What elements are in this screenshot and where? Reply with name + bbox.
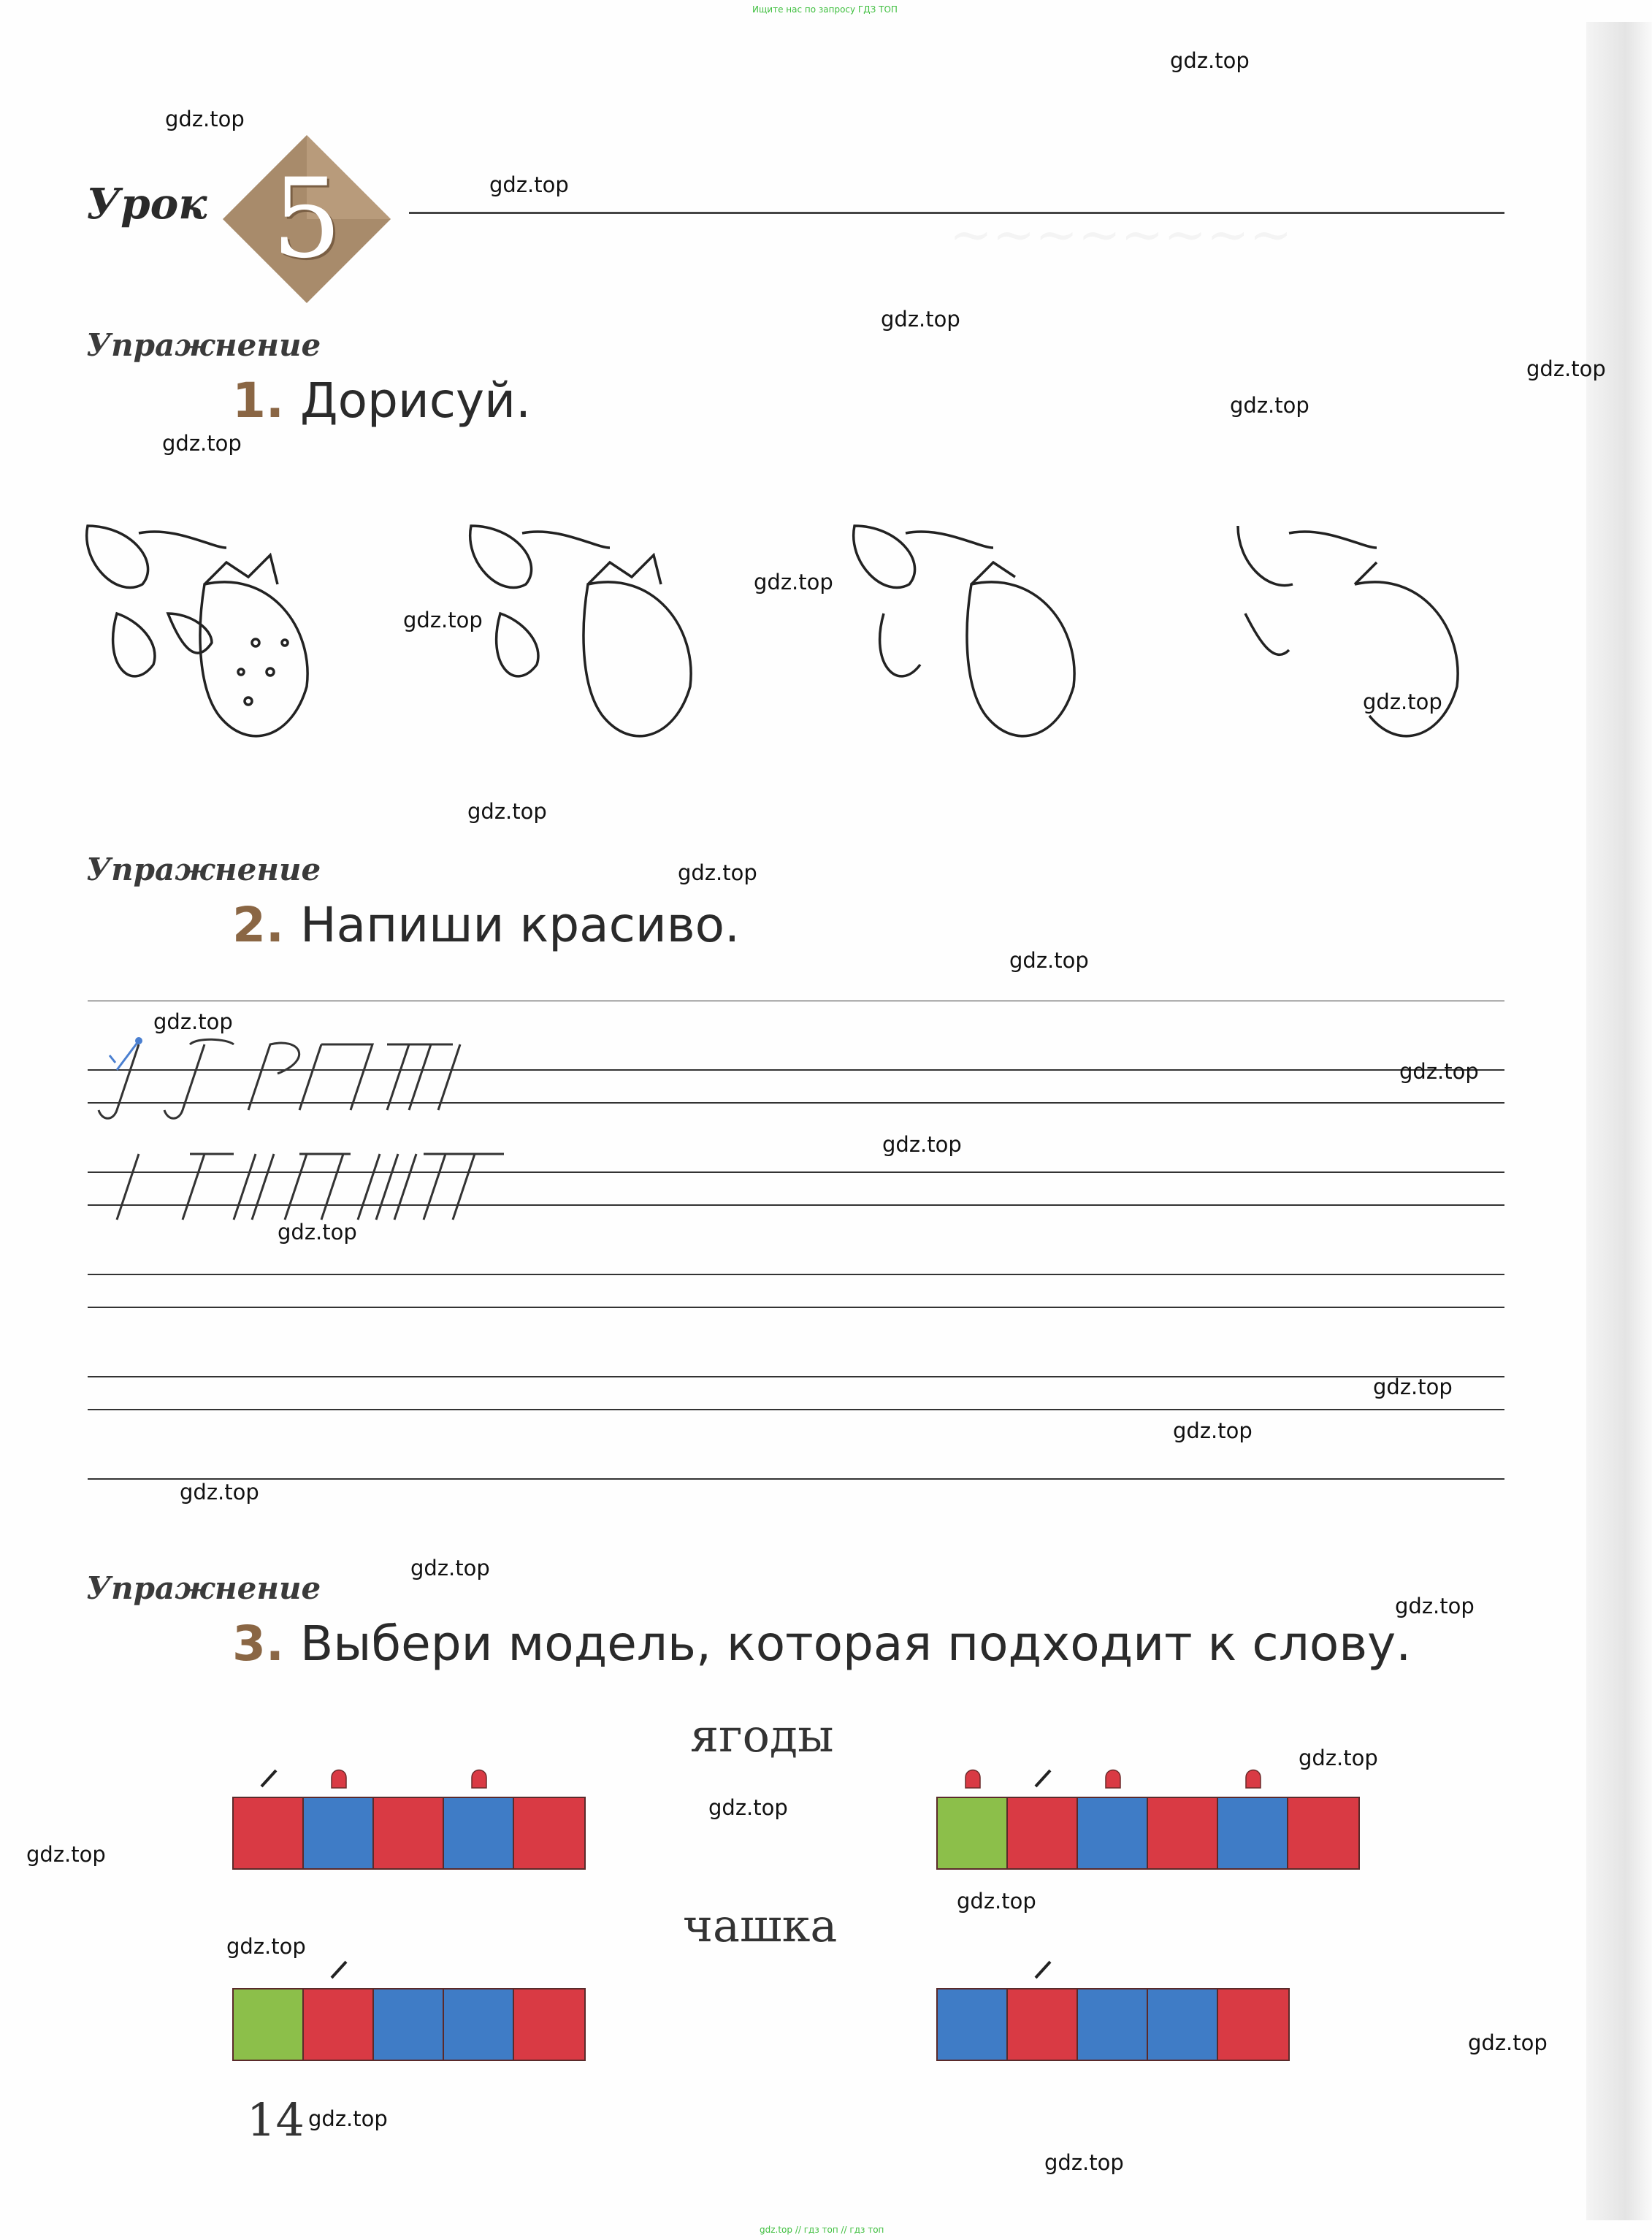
sound-cell-blue (374, 1989, 444, 2060)
watermark: gdz.top (754, 570, 833, 595)
stress-mark (1028, 1956, 1058, 1981)
strawberry-drawings (73, 497, 1534, 760)
sound-cell-blue (1078, 1989, 1148, 2060)
watermark: gdz.top (1399, 1059, 1479, 1084)
lesson-label: Урок (86, 179, 207, 229)
sound-model[interactable] (936, 1797, 1360, 1870)
page-number: 14 (247, 2093, 305, 2147)
strawberry-1 (87, 526, 307, 736)
hardness-mark (1239, 1765, 1268, 1789)
watermark: gdz.top (708, 1795, 788, 1820)
watermark: gdz.top (1230, 393, 1309, 418)
sound-cell-red (374, 1798, 444, 1868)
watermark: gdz.top (1526, 356, 1606, 381)
sound-cell-blue (304, 1798, 374, 1868)
top-note: Ищите нас по запросу ГДЗ ТОП (752, 4, 898, 15)
watermark: gdz.top (678, 860, 757, 885)
header-rule (409, 212, 1504, 214)
sound-cell-green (234, 1989, 304, 2060)
sound-cell-blue (1218, 1798, 1288, 1868)
hardness-mark (324, 1765, 353, 1789)
watermark: gdz.top (153, 1009, 233, 1034)
hardness-mark (464, 1765, 494, 1789)
watermark: gdz.top (489, 172, 569, 197)
sound-cell-green (938, 1798, 1008, 1868)
sound-cell-red (1008, 1989, 1078, 2060)
sound-model[interactable] (232, 1988, 586, 2061)
exercise-3-text: Выбери модель, которая подходит к слову. (300, 1616, 1412, 1672)
cursive-letter-samples (80, 1030, 533, 1234)
watermark: gdz.top (1373, 1375, 1453, 1399)
watermark: gdz.top (180, 1480, 259, 1505)
watermark: gdz.top (467, 799, 547, 824)
sound-cell-red (1008, 1798, 1078, 1868)
sound-cell-blue (1078, 1798, 1148, 1868)
bottom-note: gdz.top // гдз топ // гдз топ (760, 2225, 884, 2235)
exercise-2-label: Упражнение (86, 852, 321, 887)
exercise-3-title (232, 1616, 1411, 1672)
strawberry-3 (854, 526, 1074, 736)
watermark: gdz.top (1299, 1746, 1378, 1770)
watermark: gdz.top (1173, 1418, 1253, 1443)
sound-cell-red (1148, 1798, 1218, 1868)
hardness-mark (958, 1765, 987, 1789)
watermark: gdz.top (226, 1934, 306, 1959)
exercise-1-text: Дорисуй. (300, 372, 531, 429)
sound-cell-red (234, 1798, 304, 1868)
watermark: gdz.top (26, 1842, 106, 1867)
watermark: gdz.top (1044, 2150, 1124, 2175)
watermark: gdz.top (1363, 689, 1442, 714)
stress-mark (324, 1956, 353, 1981)
strawberry-2 (470, 526, 691, 736)
watermark: gdz.top (278, 1220, 357, 1245)
sound-cell-red (1218, 1989, 1288, 2060)
sound-cell-red (1288, 1798, 1358, 1868)
exercise-3-label: Упражнение (86, 1570, 321, 1606)
watermark: gdz.top (881, 307, 960, 332)
hardness-mark (1098, 1765, 1128, 1789)
watermark: gdz.top (308, 2106, 388, 2131)
exercise-2-number: 2. (232, 897, 284, 953)
sound-cell-blue (938, 1989, 1008, 2060)
exercise-1-title (232, 372, 531, 429)
exercise-3-number: 3. (232, 1616, 284, 1672)
watermark: gdz.top (1009, 948, 1089, 973)
sound-cell-red (514, 1798, 584, 1868)
watermark: gdz.top (1395, 1594, 1475, 1618)
stress-mark (1028, 1765, 1058, 1789)
exercise-2-title (232, 897, 740, 953)
exercise-1-label: Упражнение (86, 327, 321, 363)
watermark: gdz.top (957, 1889, 1036, 1914)
stress-mark (254, 1765, 283, 1789)
exercise-1-number: 1. (232, 372, 284, 429)
sound-cell-red (304, 1989, 374, 2060)
lesson-number: 5 (272, 156, 342, 283)
book-spine-shadow (1586, 22, 1652, 2220)
watermark: gdz.top (1170, 48, 1250, 73)
watermark: gdz.top (1468, 2030, 1548, 2055)
watermark: gdz.top (162, 431, 242, 456)
word-chashka: чашка (683, 1899, 838, 1952)
bleed-through-text: ~~~~~~~~ (949, 204, 1293, 264)
sound-cell-red (514, 1989, 584, 2060)
sound-cell-blue (1148, 1989, 1218, 2060)
sound-cell-blue (444, 1989, 514, 2060)
sound-cell-blue (444, 1798, 514, 1868)
watermark: gdz.top (403, 608, 483, 632)
sound-model[interactable] (232, 1797, 586, 1870)
sound-model[interactable] (936, 1988, 1290, 2061)
watermark: gdz.top (410, 1556, 490, 1580)
watermark: gdz.top (882, 1132, 962, 1157)
exercise-2-text: Напиши красиво. (300, 897, 741, 953)
watermark: gdz.top (165, 107, 245, 131)
word-yagody: ягоды (690, 1709, 834, 1762)
